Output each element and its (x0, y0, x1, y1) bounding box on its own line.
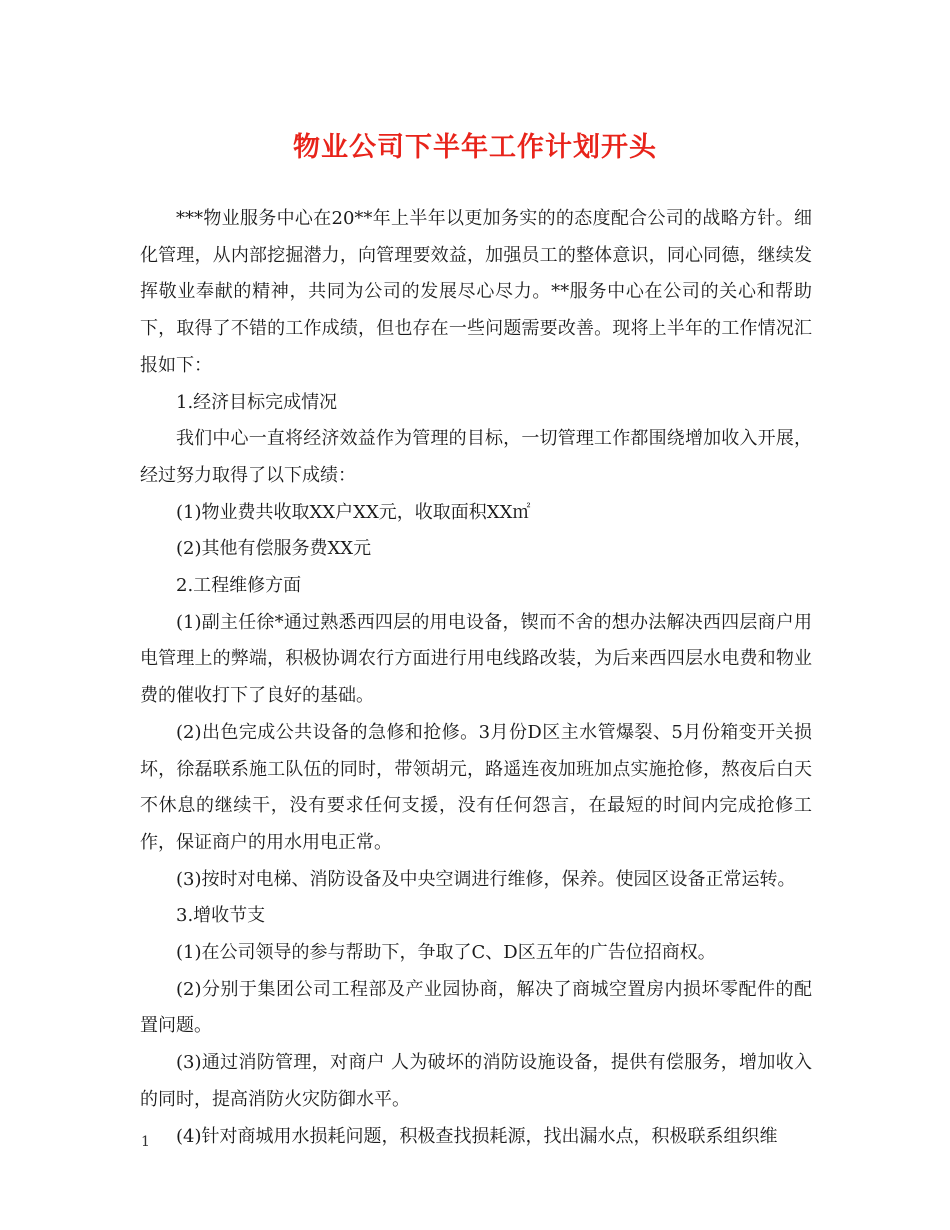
paragraph-economic-summary: 我们中心一直将经济效益作为管理的目标，一切管理工作都围绕增加收入开展，经过努力取得了以下成绩： (140, 428, 812, 486)
list-item-emergency-repair: (2)出色完成公共设备的急修和抢修。3月份D区主水管爆裂、5月份箱变开关损坏，徐磊联系施工队伍的同时，带领胡元，路遥连夜加班加点实施抢修，熬夜后白天不休息的继续干，没有要求任何支援，没有任何怨言，在最短的时间内完成抢修工作，保证商户的用水用电正常。 (140, 721, 812, 853)
list-item-advertising-rights: (1)在公司领导的参与帮助下，争取了C、D区五年的广告位招商权。 (176, 942, 716, 964)
section-heading-engineering: 2.工程维修方面 (176, 575, 302, 597)
section-heading-revenue: 3.增收节支 (176, 905, 266, 927)
list-item-property-fee: (1)物业费共收取XX户XX元，收取面积XX㎡ (176, 501, 531, 523)
list-item-other-service-fee: (2)其他有偿服务费XX元 (176, 538, 372, 560)
list-item-fire-management: (3)通过消防管理，对商户 人为破坏的消防设施设备，提供有偿服务，增加收入的同时，提高消防火灾防御水平。 (140, 1052, 812, 1110)
page-number: 1 (141, 1134, 150, 1150)
list-item-spare-parts: (2)分别于集团公司工程部及产业园协商，解决了商城空置房内损坏零配件的配置问题。 (140, 978, 812, 1037)
section-heading-economic-targets: 1.经济目标完成情况 (176, 391, 338, 413)
list-item-electric-management: (1)副主任徐*通过熟悉西四层的用电设备，锲而不舍的想办法解决西四层商户用电管理上的弊端，积极协调农行方面进行用电线路改装，为后来西四层水电费和物业费的催收打下了良好的基础。 (140, 611, 812, 707)
document-body (140, 201, 812, 1155)
list-item-water-loss: (4)针对商城用水损耗问题，积极查找损耗源，找出漏水点，积极联系组织维 (176, 1125, 778, 1147)
document-title: 物业公司下半年工作计划开头 (293, 132, 657, 163)
paragraph-intro: ***物业服务中心在20**年上半年以更加务实的的态度配合公司的战略方针。细化管理，从内部挖掘潜力，向管理要效益，加强员工的整体意识，同心同德，继续发挥敬业奉献的精神，共同为公司的发展尽心尽力。**服务中心在公司的关心和帮助下，取得了不错的工作成绩，但也存在一些问题需要改善。现将上半年的工作情况汇报如下： (140, 208, 812, 376)
list-item-maintenance: (3)按时对电梯、消防设备及中央空调进行维修，保养。使园区设备正常运转。 (176, 868, 796, 890)
